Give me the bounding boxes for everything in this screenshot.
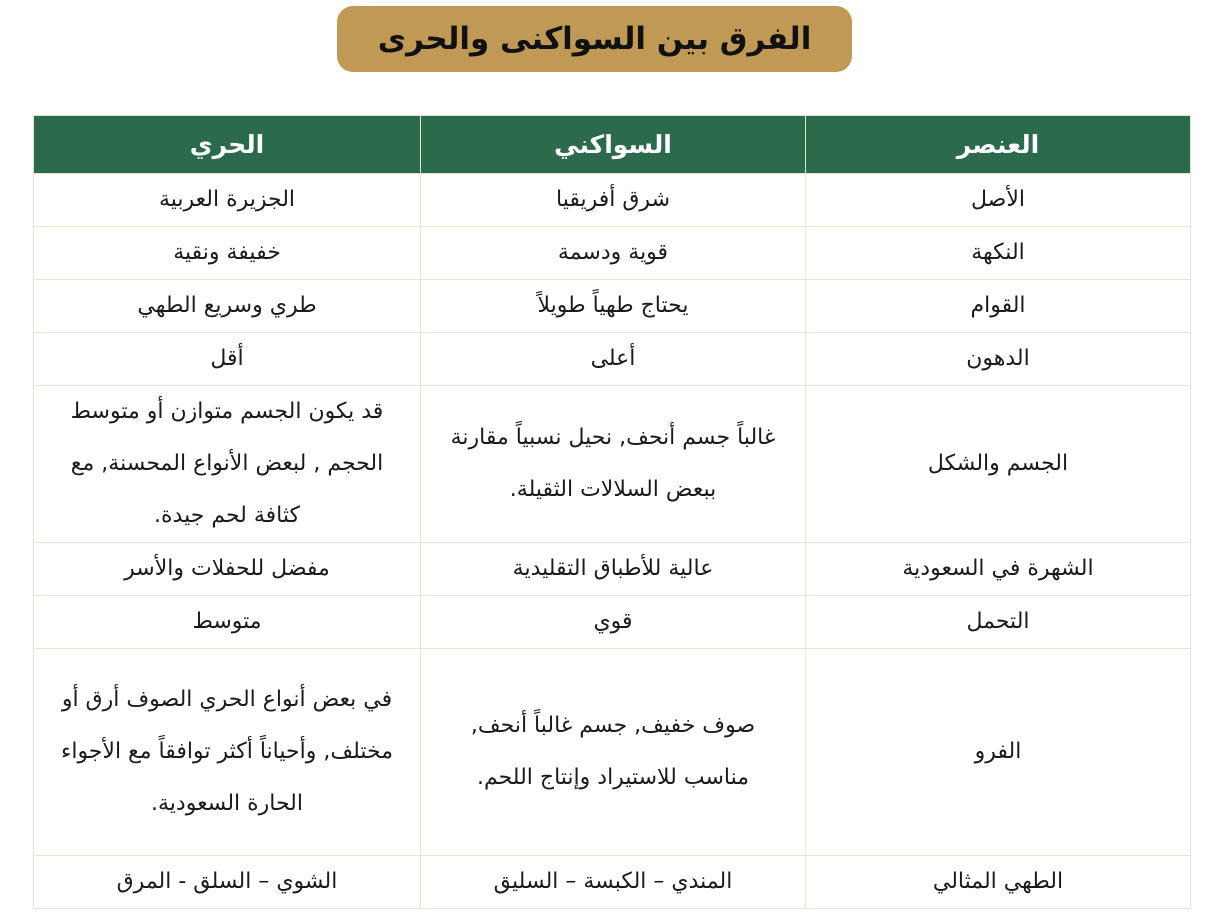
title-banner	[337, 6, 852, 72]
row-label: الأصل	[806, 174, 1191, 227]
row-label: الدهون	[806, 333, 1191, 386]
row-label: الشهرة في السعودية	[806, 543, 1191, 596]
harri-cell: خفيفة ونقية	[34, 227, 421, 280]
table-row	[34, 596, 1191, 649]
table-row	[34, 280, 1191, 333]
header-harri: الحري	[34, 116, 421, 174]
header-element: العنصر	[806, 116, 1191, 174]
harri-cell: الجزيرة العربية	[34, 174, 421, 227]
sawakni-cell: المندي – الكبسة – السليق	[421, 856, 806, 909]
harri-cell: طري وسريع الطهي	[34, 280, 421, 333]
harri-cell: قد يكون الجسم متوازن أو متوسط الحجم , لبعض الأنواع المحسنة, مع كثافة لحم جيدة.	[34, 386, 421, 543]
table-row	[34, 333, 1191, 386]
comparison-table	[33, 115, 1191, 909]
table-row	[34, 386, 1191, 543]
harri-cell: الشوي – السلق - المرق	[34, 856, 421, 909]
table-row	[34, 174, 1191, 227]
row-label: التحمل	[806, 596, 1191, 649]
row-label: النكهة	[806, 227, 1191, 280]
row-label: الجسم والشكل	[806, 386, 1191, 543]
row-label: الطهي المثالي	[806, 856, 1191, 909]
sawakni-cell: صوف خفيف, جسم غالباً أنحف, مناسب للاستيراد وإنتاج اللحم.	[421, 649, 806, 856]
sawakni-cell: غالباً جسم أنحف, نحيل نسبياً مقارنة ببعض السلالات الثقيلة.	[421, 386, 806, 543]
table-header-row	[34, 116, 1191, 174]
page-title: الفرق بين السواكنى والحرى	[377, 21, 812, 57]
sawakni-cell: يحتاج طهياً طويلاً	[421, 280, 806, 333]
table-row	[34, 649, 1191, 856]
sawakni-cell: شرق أفريقيا	[421, 174, 806, 227]
sawakni-cell: قوية ودسمة	[421, 227, 806, 280]
harri-cell: أقل	[34, 333, 421, 386]
harri-cell: في بعض أنواع الحري الصوف أرق أو مختلف, وأحياناً أكثر توافقاً مع الأجواء الحارة السعودية.	[34, 649, 421, 856]
harri-cell: مفضل للحفلات والأسر	[34, 543, 421, 596]
sawakni-cell: قوي	[421, 596, 806, 649]
row-label: الفرو	[806, 649, 1191, 856]
table-row	[34, 227, 1191, 280]
table-row	[34, 543, 1191, 596]
sawakni-cell: عالية للأطباق التقليدية	[421, 543, 806, 596]
row-label: القوام	[806, 280, 1191, 333]
header-sawakni: السواكني	[421, 116, 806, 174]
sawakni-cell: أعلى	[421, 333, 806, 386]
table-row	[34, 856, 1191, 909]
harri-cell: متوسط	[34, 596, 421, 649]
